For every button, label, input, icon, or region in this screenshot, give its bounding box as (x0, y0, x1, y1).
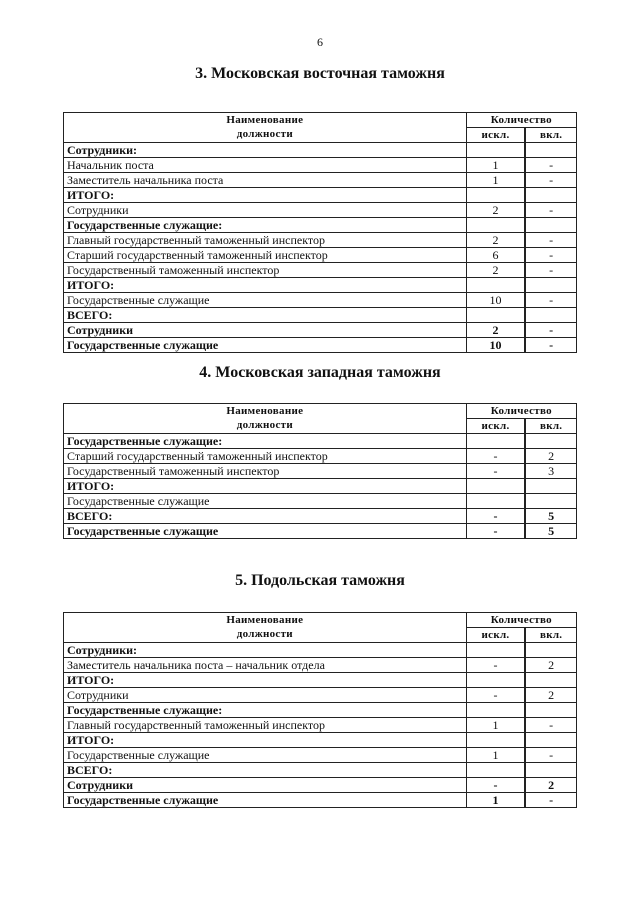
count-excl (466, 479, 525, 494)
count-excl: 10 (466, 338, 525, 353)
count-incl (525, 479, 576, 494)
count-excl (466, 763, 525, 778)
count-excl (466, 308, 525, 323)
count-excl (466, 643, 525, 658)
count-excl (466, 143, 525, 158)
count-incl (525, 494, 576, 509)
table-row (64, 524, 577, 539)
position-name: Старший государственный таможенный инспектор (64, 449, 467, 464)
position-name: Главный государственный таможенный инспектор (64, 233, 467, 248)
table-row (64, 293, 577, 308)
count-excl: - (466, 658, 525, 673)
header-incl: вкл. (525, 419, 576, 434)
table-row (64, 233, 577, 248)
count-incl: 5 (525, 524, 576, 539)
header-quantity: Количество (466, 404, 576, 419)
header-position-name: Наименование (64, 613, 467, 628)
position-name: Сотрудники: (64, 643, 467, 658)
table-row (64, 188, 577, 203)
count-incl (525, 763, 576, 778)
count-excl: 1 (466, 173, 525, 188)
header-position-name: Наименование (64, 113, 467, 128)
table-row (64, 688, 577, 703)
table-row (64, 509, 577, 524)
header-row (64, 113, 577, 128)
table-row (64, 464, 577, 479)
count-incl: 3 (525, 464, 576, 479)
page-number: 6 (317, 35, 323, 49)
staff-table (63, 112, 577, 353)
count-incl: - (525, 203, 576, 218)
count-excl (466, 494, 525, 509)
count-excl (466, 703, 525, 718)
count-excl: - (466, 688, 525, 703)
count-incl: - (525, 793, 576, 808)
count-excl: - (466, 524, 525, 539)
count-excl (466, 278, 525, 293)
table-row (64, 748, 577, 763)
table-row (64, 703, 577, 718)
count-excl: 1 (466, 718, 525, 733)
position-name: Государственные служащие: (64, 434, 467, 449)
header-row (64, 613, 577, 628)
count-excl: - (466, 778, 525, 793)
count-excl: 10 (466, 293, 525, 308)
count-incl (525, 703, 576, 718)
table-row (64, 643, 577, 658)
count-excl (466, 434, 525, 449)
table-row (64, 158, 577, 173)
table-row (64, 479, 577, 494)
table-row (64, 143, 577, 158)
table-row (64, 793, 577, 808)
position-name: Государственные служащие (64, 748, 467, 763)
table-row (64, 263, 577, 278)
count-incl (525, 434, 576, 449)
header-row (64, 128, 577, 143)
table-row (64, 203, 577, 218)
count-excl (466, 218, 525, 233)
count-incl (525, 733, 576, 748)
count-excl: - (466, 464, 525, 479)
position-name: Государственные служащие (64, 793, 467, 808)
header-quantity: Количество (466, 113, 576, 128)
position-name: Сотрудники (64, 323, 467, 338)
position-name: ИТОГО: (64, 278, 467, 293)
count-excl (466, 188, 525, 203)
position-name: Сотрудники (64, 688, 467, 703)
header-incl: вкл. (525, 128, 576, 143)
position-name: Государственные служащие: (64, 218, 467, 233)
count-incl (525, 143, 576, 158)
position-name: ВСЕГО: (64, 509, 467, 524)
count-incl (525, 188, 576, 203)
header-incl: вкл. (525, 628, 576, 643)
position-name: ВСЕГО: (64, 763, 467, 778)
count-incl: - (525, 718, 576, 733)
staff-table (63, 612, 577, 808)
position-name: Сотрудники (64, 778, 467, 793)
table-row (64, 434, 577, 449)
table-row (64, 718, 577, 733)
count-incl (525, 643, 576, 658)
count-excl (466, 733, 525, 748)
position-name: Государственные служащие (64, 524, 467, 539)
position-name: Сотрудники (64, 203, 467, 218)
table-row (64, 338, 577, 353)
position-name: Сотрудники: (64, 143, 467, 158)
header-position-name: Наименование (64, 404, 467, 419)
count-incl: 2 (525, 449, 576, 464)
count-excl: 6 (466, 248, 525, 263)
position-name: ИТОГО: (64, 479, 467, 494)
count-incl: - (525, 323, 576, 338)
count-excl: 2 (466, 263, 525, 278)
position-name: Государственный таможенный инспектор (64, 263, 467, 278)
header-row (64, 404, 577, 419)
position-name: Государственный таможенный инспектор (64, 464, 467, 479)
count-excl: 2 (466, 233, 525, 248)
position-name: Главный государственный таможенный инспектор (64, 718, 467, 733)
position-name: Государственные служащие: (64, 703, 467, 718)
count-incl (525, 308, 576, 323)
header-excl: искл. (466, 128, 525, 143)
position-name: Заместитель начальника поста – начальник отдела (64, 658, 467, 673)
section-title: 3. Московская восточная таможня (195, 65, 445, 82)
count-incl: 2 (525, 658, 576, 673)
count-excl: 1 (466, 748, 525, 763)
count-excl: 1 (466, 158, 525, 173)
position-name: Государственные служащие (64, 293, 467, 308)
table-row (64, 278, 577, 293)
header-row (64, 628, 577, 643)
position-name: Государственные служащие (64, 338, 467, 353)
count-incl (525, 278, 576, 293)
position-name: Государственные служащие (64, 494, 467, 509)
count-incl: 2 (525, 778, 576, 793)
table-row (64, 673, 577, 688)
count-incl: - (525, 338, 576, 353)
header-quantity: Количество (466, 613, 576, 628)
staff-table (63, 403, 577, 539)
header-position-name-2: должности (64, 419, 467, 434)
header-excl: искл. (466, 628, 525, 643)
count-incl: - (525, 248, 576, 263)
count-excl: 2 (466, 203, 525, 218)
count-incl (525, 673, 576, 688)
count-excl: 2 (466, 323, 525, 338)
count-incl: - (525, 233, 576, 248)
table-row (64, 778, 577, 793)
position-name: Старший государственный таможенный инспектор (64, 248, 467, 263)
position-name: ИТОГО: (64, 673, 467, 688)
table-row (64, 733, 577, 748)
position-name: Начальник поста (64, 158, 467, 173)
section-title: 4. Московская западная таможня (199, 364, 441, 381)
table-row (64, 173, 577, 188)
count-incl: - (525, 158, 576, 173)
count-incl: - (525, 748, 576, 763)
count-incl (525, 218, 576, 233)
count-excl (466, 673, 525, 688)
count-excl: 1 (466, 793, 525, 808)
position-name: ВСЕГО: (64, 308, 467, 323)
count-excl: - (466, 449, 525, 464)
count-excl: - (466, 509, 525, 524)
header-excl: искл. (466, 419, 525, 434)
header-row (64, 419, 577, 434)
position-name: ИТОГО: (64, 733, 467, 748)
section-title: 5. Подольская таможня (235, 572, 405, 589)
header-position-name-2: должности (64, 628, 467, 643)
table-row (64, 218, 577, 233)
position-name: ИТОГО: (64, 188, 467, 203)
table-row (64, 323, 577, 338)
table-row (64, 763, 577, 778)
count-incl: 5 (525, 509, 576, 524)
header-position-name-2: должности (64, 128, 467, 143)
table-row (64, 308, 577, 323)
table-row (64, 494, 577, 509)
count-incl: - (525, 263, 576, 278)
count-incl: 2 (525, 688, 576, 703)
count-incl: - (525, 173, 576, 188)
count-incl: - (525, 293, 576, 308)
table-row (64, 449, 577, 464)
table-row (64, 248, 577, 263)
table-row (64, 658, 577, 673)
position-name: Заместитель начальника поста (64, 173, 467, 188)
